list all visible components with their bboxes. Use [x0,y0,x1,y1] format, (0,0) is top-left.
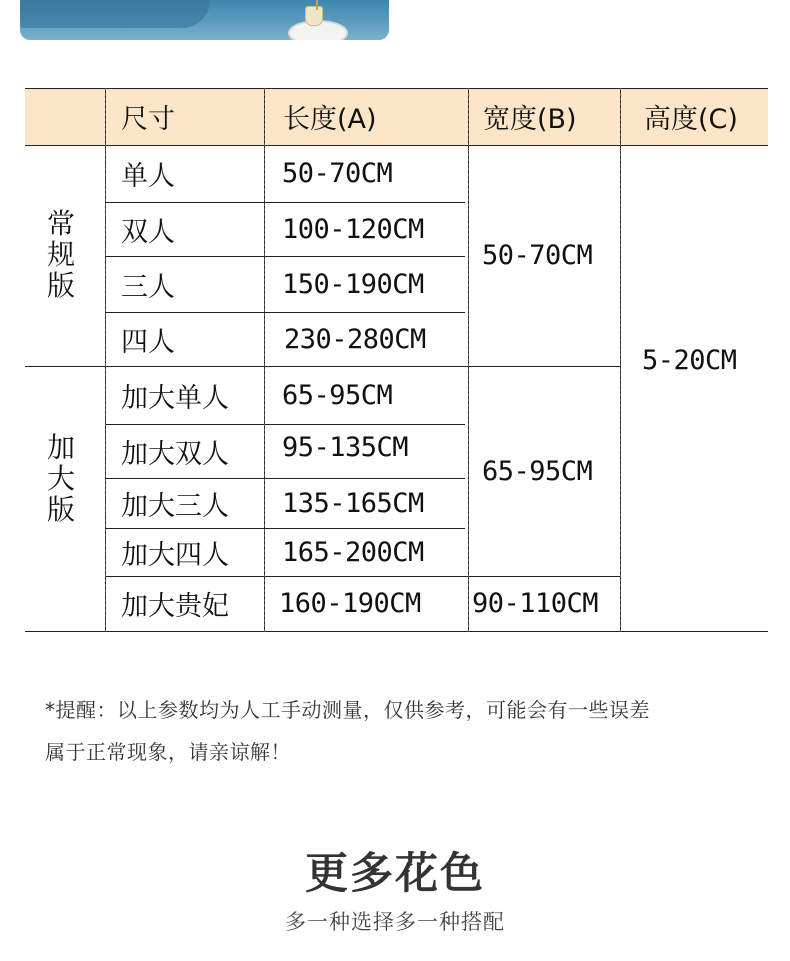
table-row-length: 135-165CM [282,487,424,519]
table-row-size: 加大四人 [121,539,229,571]
table-row-size: 单人 [121,161,175,192]
column-divider [105,88,106,632]
table-bottom-border [25,631,768,632]
table-row-length: 150-190CM [282,268,424,300]
table-row-size: 加大三人 [121,490,229,522]
table-row-length: 95-135CM [282,431,409,463]
product-photo [20,0,389,40]
height-value: 5-20CM [642,345,737,376]
table-row-size: 三人 [121,271,175,303]
header-height: 高度(C) [644,104,738,135]
table-row-length: 230-280CM [284,323,426,355]
sofa-cushion [20,0,210,28]
table-row-length: 50-70CM [282,158,393,189]
more-colors-title: 更多花色 [305,849,485,899]
width-large: 65-95CM [482,455,593,487]
group-label-large: 加 大 版 [47,431,76,526]
table-row-length: 100-120CM [282,213,424,245]
header-length: 长度(A) [283,104,377,135]
column-divider [264,88,265,632]
table-row-size: 双人 [121,216,175,248]
table-row-size: 加大单人 [121,382,229,414]
width-chaise: 90-110CM [472,588,599,619]
header-width: 宽度(B) [483,104,577,135]
table-row-size: 加大贵妃 [121,591,229,622]
size-table [25,88,768,632]
table-row-length: 165-200CM [282,536,424,568]
table-row-length: 65-95CM [282,379,393,411]
measurement-note-line1: *提醒：以上参数均为人工手动测量，仅供参考，可能会有一些误差 [45,698,650,722]
candle-stick [316,0,318,10]
column-divider [620,88,621,632]
column-divider [468,88,469,632]
width-standard: 50-70CM [482,240,593,271]
group-label-standard: 常 规 版 [47,207,76,302]
candle-cup [305,6,323,26]
table-row-size: 加大双人 [121,438,229,470]
measurement-note-line2: 属于正常现象，请亲谅解！ [45,740,291,764]
table-row-size: 四人 [121,326,175,358]
table-row-length: 160-190CM [279,588,421,619]
header-size: 尺寸 [121,104,175,135]
more-colors-subtitle: 多一种选择多一种搭配 [285,910,505,934]
